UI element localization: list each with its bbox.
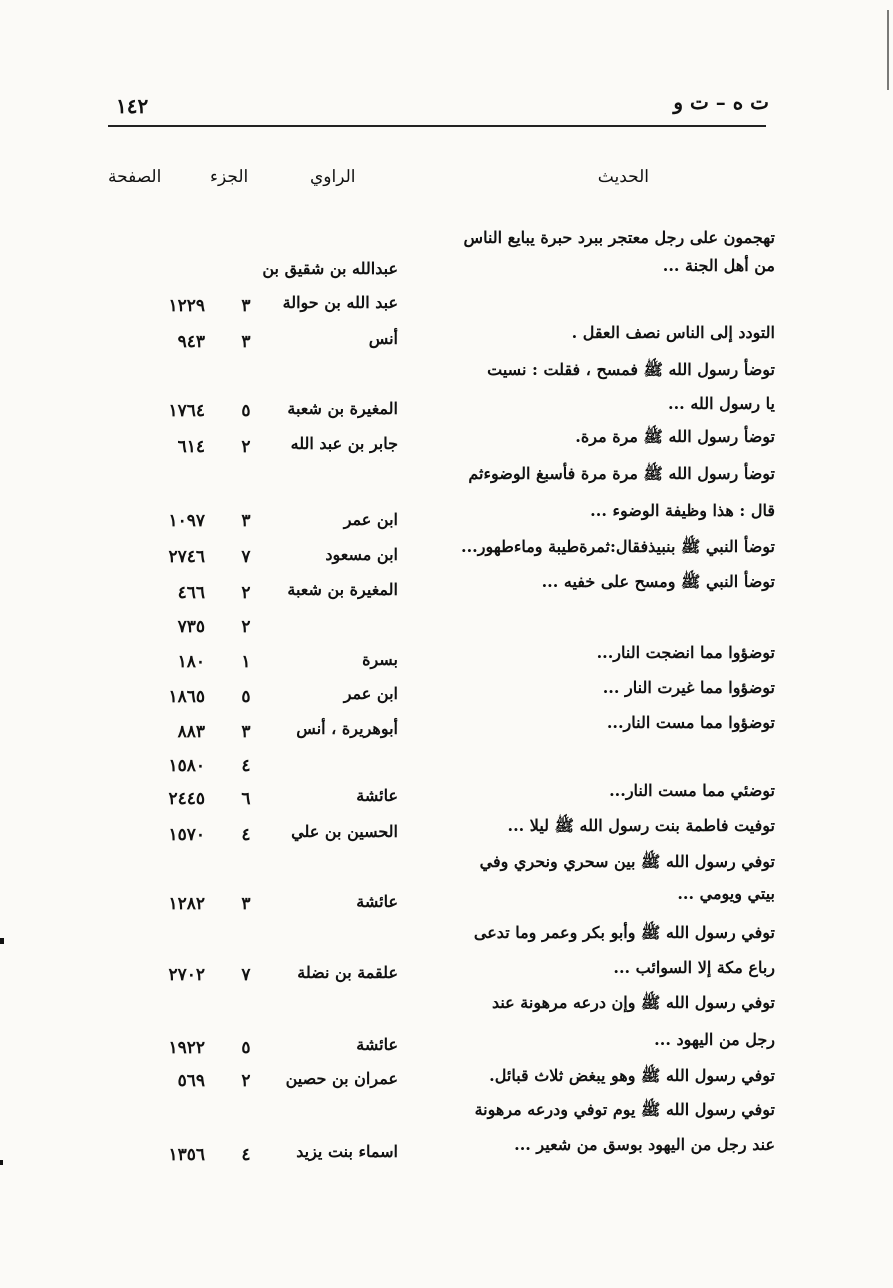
- page-ref: ١٥٨٠: [168, 756, 205, 776]
- narrator: المغيرة بن شعبة: [287, 580, 398, 599]
- page-number: ١٤٢: [116, 94, 149, 118]
- narrator: أنس: [368, 329, 398, 348]
- hadith-line: توضأ رسول الله ﷺ مرة مرة.: [575, 427, 775, 446]
- narrator: اسماء بنت يزيد: [296, 1142, 398, 1161]
- hadith-line: توفيت فاطمة بنت رسول الله ﷺ ليلا ...: [507, 816, 775, 835]
- volume-number: ٣: [241, 332, 251, 352]
- hadith-line: توضؤوا مما مست النار...: [606, 713, 775, 732]
- hadith-line: يا رسول الله ...: [668, 394, 775, 413]
- page-ref: ٤٦٦: [177, 583, 205, 603]
- column-header-volume: الجزء: [210, 167, 249, 187]
- column-header-narrator: الراوي: [310, 167, 356, 187]
- narrator: عبدالله بن شقيق بن: [262, 259, 398, 278]
- hadith-line: توضأ رسول الله ﷺ مرة مرة فأسبغ الوضوءثم: [468, 464, 775, 483]
- page-ref: ١٨٠: [177, 652, 205, 672]
- hadith-line: رباع مكة إلا السوائب ...: [613, 958, 775, 977]
- hadith-line: قال : هذا وظيفة الوضوء ...: [590, 501, 775, 520]
- narrator: ابن عمر: [343, 510, 398, 529]
- page-ref: ١٥٧٠: [168, 825, 205, 845]
- page-ref: ٨٨٣: [177, 722, 205, 742]
- page-ref: ١٩٢٢: [168, 1038, 205, 1058]
- hadith-line: توفي رسول الله ﷺ بين سحري ونحري وفي: [479, 852, 775, 871]
- page-ref: ٢٧٠٢: [168, 965, 205, 985]
- narrator: أبوهريرة ، أنس: [296, 719, 398, 738]
- volume-number: ٤: [241, 825, 251, 845]
- hadith-line: توضأ النبي ﷺ ومسح على خفيه ...: [541, 572, 775, 591]
- page-ref: ١٨٦٥: [168, 687, 205, 707]
- narrator: بسرة: [362, 650, 398, 669]
- page-ref: ٢٤٤٥: [168, 789, 205, 809]
- volume-number: ٢: [241, 583, 251, 603]
- hadith-line: تهجمون على رجل معتجر ببرد حبرة يبايع الناس: [463, 228, 775, 247]
- hadith-line: من أهل الجنة ...: [662, 256, 775, 275]
- hadith-line: توفي رسول الله ﷺ وإن درعه مرهونة عند: [491, 993, 775, 1012]
- volume-number: ٢: [241, 617, 251, 637]
- page-ref: ٧٣٥: [177, 617, 205, 637]
- hadith-line: توضأ النبي ﷺ بنبيذفقال:ثمرةطيبة وماءطهور...: [461, 537, 775, 556]
- hadith-line: توفي رسول الله ﷺ وأبو بكر وعمر وما تدعى: [473, 923, 775, 942]
- column-header-page: الصفحة: [108, 167, 162, 187]
- hadith-line: توضؤوا مما انضجت النار...: [596, 643, 775, 662]
- page-ref: ١٠٩٧: [168, 511, 205, 531]
- volume-number: ٣: [241, 296, 251, 316]
- narrator: عبد الله بن حوالة: [282, 293, 398, 312]
- volume-number: ٢: [241, 437, 251, 457]
- scan-edge-mark: [0, 938, 4, 944]
- page-ref: ١٢٢٩: [168, 296, 205, 316]
- narrator: الحسين بن علي: [291, 822, 398, 841]
- narrator: المغيرة بن شعبة: [287, 399, 398, 418]
- volume-number: ٤: [241, 756, 251, 776]
- narrator: عائشة: [356, 1035, 398, 1054]
- volume-number: ٦: [241, 789, 251, 809]
- narrator: ابن مسعود: [325, 545, 398, 564]
- scan-edge-mark: [887, 10, 889, 90]
- narrator: علقمة بن نضلة: [297, 963, 398, 982]
- section-letters: ت ه – ت و: [673, 90, 769, 114]
- narrator: عائشة: [356, 786, 398, 805]
- page-ref: ٩٤٣: [177, 332, 205, 352]
- page-ref: ٢٧٤٦: [168, 547, 205, 567]
- narrator: عائشة: [356, 892, 398, 911]
- volume-number: ٢: [241, 1071, 251, 1091]
- volume-number: ٣: [241, 894, 251, 914]
- narrator: ابن عمر: [343, 684, 398, 703]
- hadith-line: بيتي ويومي ...: [677, 884, 775, 903]
- page-ref: ٥٦٩: [177, 1071, 205, 1091]
- hadith-line: توضئي مما مست النار...: [609, 781, 775, 800]
- page-ref: ١٢٨٢: [168, 894, 205, 914]
- hadith-line: توفي رسول الله ﷺ وهو يبغض ثلاث قبائل.: [489, 1066, 775, 1085]
- narrator: جابر بن عبد الله: [290, 434, 398, 453]
- hadith-line: توضؤوا مما غيرت النار ...: [602, 678, 775, 697]
- volume-number: ١: [241, 652, 251, 672]
- page-ref: ٦١٤: [177, 437, 205, 457]
- page-ref: ١٧٦٤: [168, 401, 205, 421]
- volume-number: ٥: [241, 401, 251, 421]
- header-rule: [108, 125, 766, 127]
- page-ref: ١٣٥٦: [168, 1145, 205, 1165]
- volume-number: ٣: [241, 722, 251, 742]
- volume-number: ٥: [241, 1038, 251, 1058]
- column-header-hadith: الحديث: [597, 167, 649, 187]
- volume-number: ٣: [241, 511, 251, 531]
- volume-number: ٥: [241, 687, 251, 707]
- volume-number: ٧: [241, 547, 251, 567]
- scan-edge-mark: [0, 1160, 3, 1165]
- hadith-line: توفي رسول الله ﷺ يوم توفي ودرعه مرهونة: [474, 1100, 775, 1119]
- hadith-line: توضأ رسول الله ﷺ فمسح ، فقلت : نسيت: [487, 360, 775, 379]
- hadith-line: عند رجل من اليهود بوسق من شعير ...: [514, 1135, 775, 1154]
- volume-number: ٧: [241, 965, 251, 985]
- narrator: عمران بن حصين: [285, 1069, 398, 1088]
- volume-number: ٤: [241, 1145, 251, 1165]
- hadith-line: التودد إلى الناس نصف العقل .: [571, 323, 775, 342]
- hadith-line: رجل من اليهود ...: [654, 1030, 775, 1049]
